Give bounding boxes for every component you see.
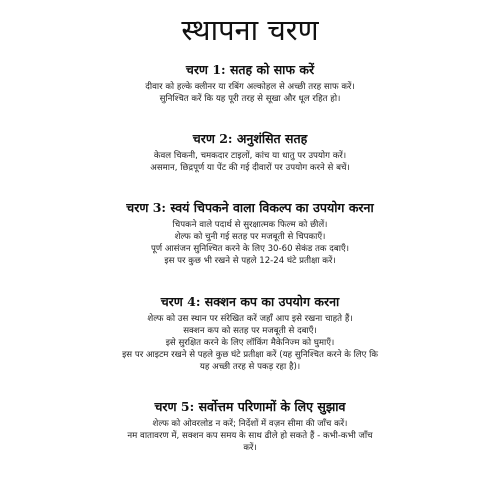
step-4-line-2: सक्शन कप को सतह पर मजबूती से दबाएँ।: [183, 326, 317, 336]
step-5-heading: चरण 5: सर्वोत्तम परिणामों के लिए सुझाव: [154, 399, 346, 414]
step-1-section: [12, 62, 488, 105]
step-2-line-1: केवल चिकनी, चमकदार टाइलों, कांच या धातु पर उपयोग करें।: [153, 151, 347, 161]
step-4-line-5: यह अच्छी तरह से पकड़ रहा है)।: [199, 362, 301, 372]
step-1-line-2: सुनिश्चित करें कि यह पूरी तरह से सूखा और धूल रहित हो।: [159, 94, 341, 104]
step-3-line-3: पूर्ण आसंजन सुनिश्चित करने के लिए 30-60 सेकंड तक दबाएँ।: [151, 244, 349, 254]
step-3-section: [12, 200, 488, 267]
step-1-heading: चरण 1: सतह को साफ करें: [185, 62, 315, 77]
step-4-heading: चरण 4: सक्शन कप का उपयोग करना: [160, 294, 340, 309]
step-3-line-1: चिपकने वाले पदार्थ से सुरक्षात्मक फिल्म को छीलें।: [172, 220, 328, 230]
step-4-section: [12, 294, 488, 373]
step-3-heading: चरण 3: स्वयं चिपकने वाला विकल्प का उपयोग करना: [126, 200, 374, 215]
step-4-line-1: शेल्फ को उस स्थान पर संरेखित करें जहाँ आप इसे रखना चाहते हैं।: [147, 314, 353, 324]
step-2-line-2: असमान, छिद्रपूर्ण या पेंट की गई दीवारों पर उपयोग करने से बचें।: [150, 163, 350, 173]
step-4-line-3: इसे सुरक्षित करने के लिए लॉकिंग मैकेनिज्म को घुमाएँ।: [165, 338, 335, 348]
step-5-line-2: नम वातावरण में, सक्शन कप समय के साथ ढीले हो सकते हैं - कभी-कभी जाँच: [127, 431, 373, 441]
step-4-line-4: इस पर आइटम रखने से पहले कुछ घंटे प्रतीक्षा करें (यह सुनिश्चित करने के लिए कि: [122, 350, 378, 360]
step-2-heading: चरण 2: अनुशंसित सतह: [192, 131, 308, 146]
step-1-line-1: दीवार को हल्के क्लीनर या रबिंग अल्कोहल से अच्छी तरह साफ करें।: [145, 82, 355, 92]
step-5-line-1: शेल्फ को ओवरलोड न करें; निर्देशों में वज़न सीमा की जाँच करें।: [152, 419, 348, 429]
step-5-line-3: करें।: [243, 443, 257, 453]
page-title: स्थापना चरण: [181, 13, 319, 47]
step-3-line-4: इस पर कुछ भी रखने से पहले 12-24 घंटे प्रतीक्षा करें।: [164, 256, 336, 266]
step-2-section: [12, 131, 488, 174]
step-5-section: [12, 399, 488, 454]
step-3-line-2: शेल्फ को चुनी गई सतह पर मजबूती से चिपकाएँ।: [174, 232, 326, 242]
